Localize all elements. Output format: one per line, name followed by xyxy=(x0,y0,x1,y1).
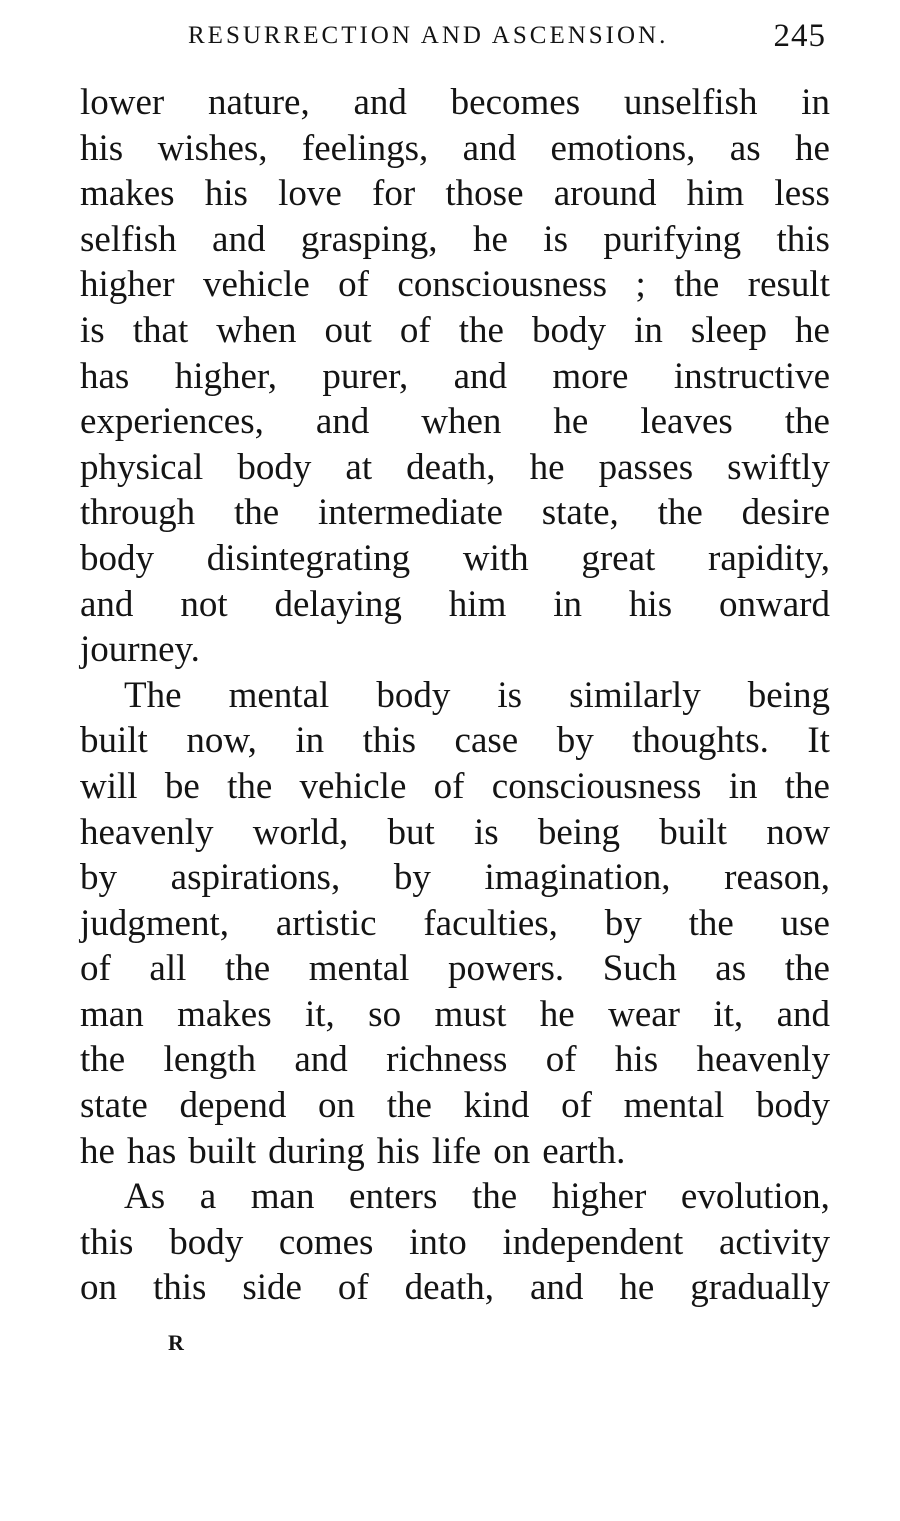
word: passes xyxy=(598,446,694,488)
word: mental xyxy=(308,948,410,990)
word: vehicle xyxy=(202,264,310,306)
word: him xyxy=(686,173,745,215)
text-line xyxy=(80,399,830,445)
word: body xyxy=(376,674,451,716)
text-line xyxy=(80,582,830,628)
word: this xyxy=(362,720,417,762)
word: heavenly xyxy=(696,1039,830,1081)
word: selfish xyxy=(80,218,177,260)
word: physical xyxy=(80,446,204,488)
word: state, xyxy=(541,492,619,534)
text-line xyxy=(80,490,830,536)
word: on xyxy=(493,1130,531,1172)
word: the xyxy=(227,765,273,807)
text-line xyxy=(80,1174,830,1220)
text-line xyxy=(80,536,830,582)
word: when xyxy=(216,309,297,351)
word: less xyxy=(774,173,830,215)
page-number: 245 xyxy=(773,18,826,54)
word: earth. xyxy=(542,1130,626,1172)
word: reason, xyxy=(724,857,830,899)
text-line xyxy=(80,80,830,126)
text-line xyxy=(80,354,830,400)
text-line xyxy=(80,1037,830,1083)
word: he xyxy=(619,1267,655,1309)
word: vehicle xyxy=(299,765,407,807)
word: and xyxy=(315,401,370,443)
word: the xyxy=(784,765,830,807)
word: death, xyxy=(406,446,496,488)
word: nature, xyxy=(208,82,310,123)
word: him xyxy=(448,583,507,625)
word: at xyxy=(345,446,373,488)
word: higher xyxy=(80,264,175,306)
word: state xyxy=(80,1085,148,1127)
text-line xyxy=(80,1129,830,1175)
word: and xyxy=(353,82,407,123)
word: a xyxy=(199,1176,217,1218)
word: he xyxy=(80,1130,115,1172)
word: for xyxy=(372,173,416,215)
word: unselfish xyxy=(623,82,758,123)
text-line xyxy=(80,126,830,172)
word: rapidity, xyxy=(708,537,830,579)
word: now, xyxy=(186,720,257,762)
text-line xyxy=(80,901,830,947)
word: by xyxy=(80,857,117,899)
word: in xyxy=(801,82,830,123)
word: has xyxy=(80,355,130,397)
word: the xyxy=(688,902,734,944)
word: is xyxy=(497,674,523,716)
word: higher xyxy=(551,1176,647,1218)
word: body xyxy=(532,309,607,351)
word: As xyxy=(124,1176,166,1218)
word: in xyxy=(728,765,758,807)
text-line xyxy=(80,171,830,217)
word: use xyxy=(780,902,830,944)
word: he xyxy=(539,993,575,1035)
word: death, xyxy=(404,1267,495,1309)
body-text xyxy=(80,80,830,1311)
word: built xyxy=(188,1130,257,1172)
word: and xyxy=(462,127,517,169)
word: now xyxy=(766,811,830,853)
word: judgment, xyxy=(80,902,230,944)
word: through xyxy=(80,492,196,534)
word: becomes xyxy=(450,82,581,123)
word: is xyxy=(543,218,568,260)
word: length xyxy=(163,1039,257,1081)
word: of xyxy=(433,765,465,807)
word: he xyxy=(472,218,508,260)
text-line xyxy=(80,262,830,308)
running-header xyxy=(80,16,830,56)
word: as xyxy=(715,948,747,990)
word: great xyxy=(581,537,656,579)
word: the xyxy=(386,1085,432,1127)
word: his xyxy=(376,1130,420,1172)
word: more xyxy=(552,355,629,397)
word: during xyxy=(268,1130,365,1172)
word: will xyxy=(80,765,138,807)
word: disintegrating xyxy=(206,537,411,579)
word: the xyxy=(233,492,280,534)
text-line xyxy=(80,810,830,856)
word: artistic xyxy=(275,902,377,944)
word: in xyxy=(553,583,583,625)
word: being xyxy=(747,674,830,716)
word: wishes, xyxy=(157,127,268,169)
word: in xyxy=(634,309,663,351)
word: he xyxy=(795,309,830,351)
running-title: RESURRECTION AND ASCENSION. xyxy=(188,22,669,49)
word: on xyxy=(80,1267,117,1309)
word: of xyxy=(337,1267,369,1309)
word: the xyxy=(458,309,504,351)
word: with xyxy=(462,537,529,579)
word: and xyxy=(294,1039,348,1081)
word: independent xyxy=(502,1221,684,1263)
word: it, xyxy=(713,993,744,1035)
word: aspirations, xyxy=(170,857,341,899)
word: by xyxy=(393,857,431,899)
word: love xyxy=(278,173,342,215)
word: imagination, xyxy=(484,857,671,899)
word: his xyxy=(204,173,248,215)
word: and xyxy=(529,1267,584,1309)
word: similarly xyxy=(569,674,701,716)
word: desire xyxy=(741,492,830,534)
word: the xyxy=(784,401,830,443)
word: so xyxy=(368,993,402,1035)
word: feelings, xyxy=(301,127,429,169)
word: of xyxy=(338,264,369,306)
word: is xyxy=(80,309,105,351)
word: that xyxy=(132,309,189,351)
word: on xyxy=(318,1085,356,1127)
word: consciousness xyxy=(397,264,608,306)
word: delaying xyxy=(274,583,402,625)
word: in xyxy=(295,720,325,762)
word: enters xyxy=(349,1176,438,1218)
word: man xyxy=(250,1176,315,1218)
word: consciousness xyxy=(491,765,702,807)
word: into xyxy=(409,1221,467,1263)
word: instructive xyxy=(673,355,830,397)
word: The xyxy=(124,674,182,716)
word: the xyxy=(784,948,830,990)
word: this xyxy=(152,1267,207,1309)
word: when xyxy=(421,401,502,443)
text-line xyxy=(80,946,830,992)
word: out xyxy=(324,309,372,351)
word: powers. xyxy=(448,948,565,990)
word: mental xyxy=(228,674,330,716)
text-line xyxy=(80,1220,830,1266)
word: those xyxy=(445,173,524,215)
word: leaves xyxy=(640,401,733,443)
word: this xyxy=(80,1221,134,1263)
word: is xyxy=(473,811,499,853)
word: be xyxy=(164,765,200,807)
word: grasping, xyxy=(300,218,438,260)
word: kind xyxy=(463,1085,530,1127)
word: has xyxy=(126,1130,177,1172)
word: onward xyxy=(719,583,830,625)
word: his xyxy=(628,583,673,625)
word: and xyxy=(212,218,266,260)
word: experiences, xyxy=(80,401,264,443)
word: by xyxy=(556,720,594,762)
word: he xyxy=(553,401,589,443)
word: of xyxy=(561,1085,592,1127)
word: Such xyxy=(602,948,677,990)
word: case xyxy=(454,720,519,762)
word: the xyxy=(674,264,720,306)
word: it, xyxy=(304,993,335,1035)
word: the xyxy=(224,948,271,990)
text-line xyxy=(80,855,830,901)
text-line xyxy=(80,673,830,719)
word: built xyxy=(659,811,728,853)
word: his xyxy=(80,127,124,169)
word: makes xyxy=(177,993,272,1035)
word: this xyxy=(776,218,830,260)
word: mental xyxy=(623,1085,725,1127)
signature-mark: R xyxy=(168,1330,184,1355)
text-line xyxy=(80,308,830,354)
word: and xyxy=(453,355,508,397)
word: world, xyxy=(252,811,349,853)
word: makes xyxy=(80,173,175,215)
word: depend xyxy=(179,1085,287,1127)
word: but xyxy=(387,811,435,853)
word: activity xyxy=(718,1221,830,1263)
word: higher, xyxy=(174,355,277,397)
word: journey. xyxy=(80,629,200,671)
text-line xyxy=(80,992,830,1038)
word: and xyxy=(776,993,830,1035)
word: purer, xyxy=(322,355,409,397)
text-line xyxy=(80,1083,830,1129)
word: of xyxy=(545,1039,577,1081)
word: comes xyxy=(278,1221,374,1263)
word: not xyxy=(180,583,228,625)
word: ; xyxy=(635,264,646,306)
word: life xyxy=(431,1130,482,1172)
word: the xyxy=(472,1176,518,1218)
word: the xyxy=(80,1039,126,1081)
word: purifying xyxy=(603,218,742,260)
word: side xyxy=(242,1267,302,1309)
word: he xyxy=(529,446,565,488)
word: body xyxy=(169,1221,244,1263)
word: evolution, xyxy=(680,1176,830,1218)
word: around xyxy=(553,173,657,215)
word: of xyxy=(399,309,431,351)
word: gradually xyxy=(690,1267,830,1309)
word: emotions, xyxy=(550,127,696,169)
word: body xyxy=(237,446,312,488)
word: richness xyxy=(386,1039,508,1081)
word: result xyxy=(747,264,830,306)
word: by xyxy=(604,902,642,944)
word: man xyxy=(80,993,144,1035)
word: heavenly xyxy=(80,811,214,853)
text-line xyxy=(80,445,830,491)
text-line xyxy=(80,1265,830,1311)
word: being xyxy=(537,811,621,853)
word: as xyxy=(729,127,761,169)
word: he xyxy=(794,127,830,169)
word: and xyxy=(80,583,134,625)
word: body xyxy=(755,1085,830,1127)
text-line xyxy=(80,718,830,764)
word: swiftly xyxy=(727,446,830,488)
word: intermediate xyxy=(317,492,503,534)
text-line xyxy=(80,627,830,673)
text-line xyxy=(80,217,830,263)
word: must xyxy=(434,993,507,1035)
word: the xyxy=(657,492,703,534)
word: of xyxy=(80,948,111,990)
word: all xyxy=(149,948,187,990)
word: his xyxy=(614,1039,659,1081)
word: faculties, xyxy=(423,902,558,944)
word: body xyxy=(80,537,154,579)
text-line xyxy=(80,764,830,810)
word: thoughts. xyxy=(632,720,769,762)
word: wear xyxy=(608,993,680,1035)
word: sleep xyxy=(690,309,767,351)
word: It xyxy=(807,720,830,762)
word: built xyxy=(80,720,148,762)
word: lower xyxy=(80,82,165,123)
